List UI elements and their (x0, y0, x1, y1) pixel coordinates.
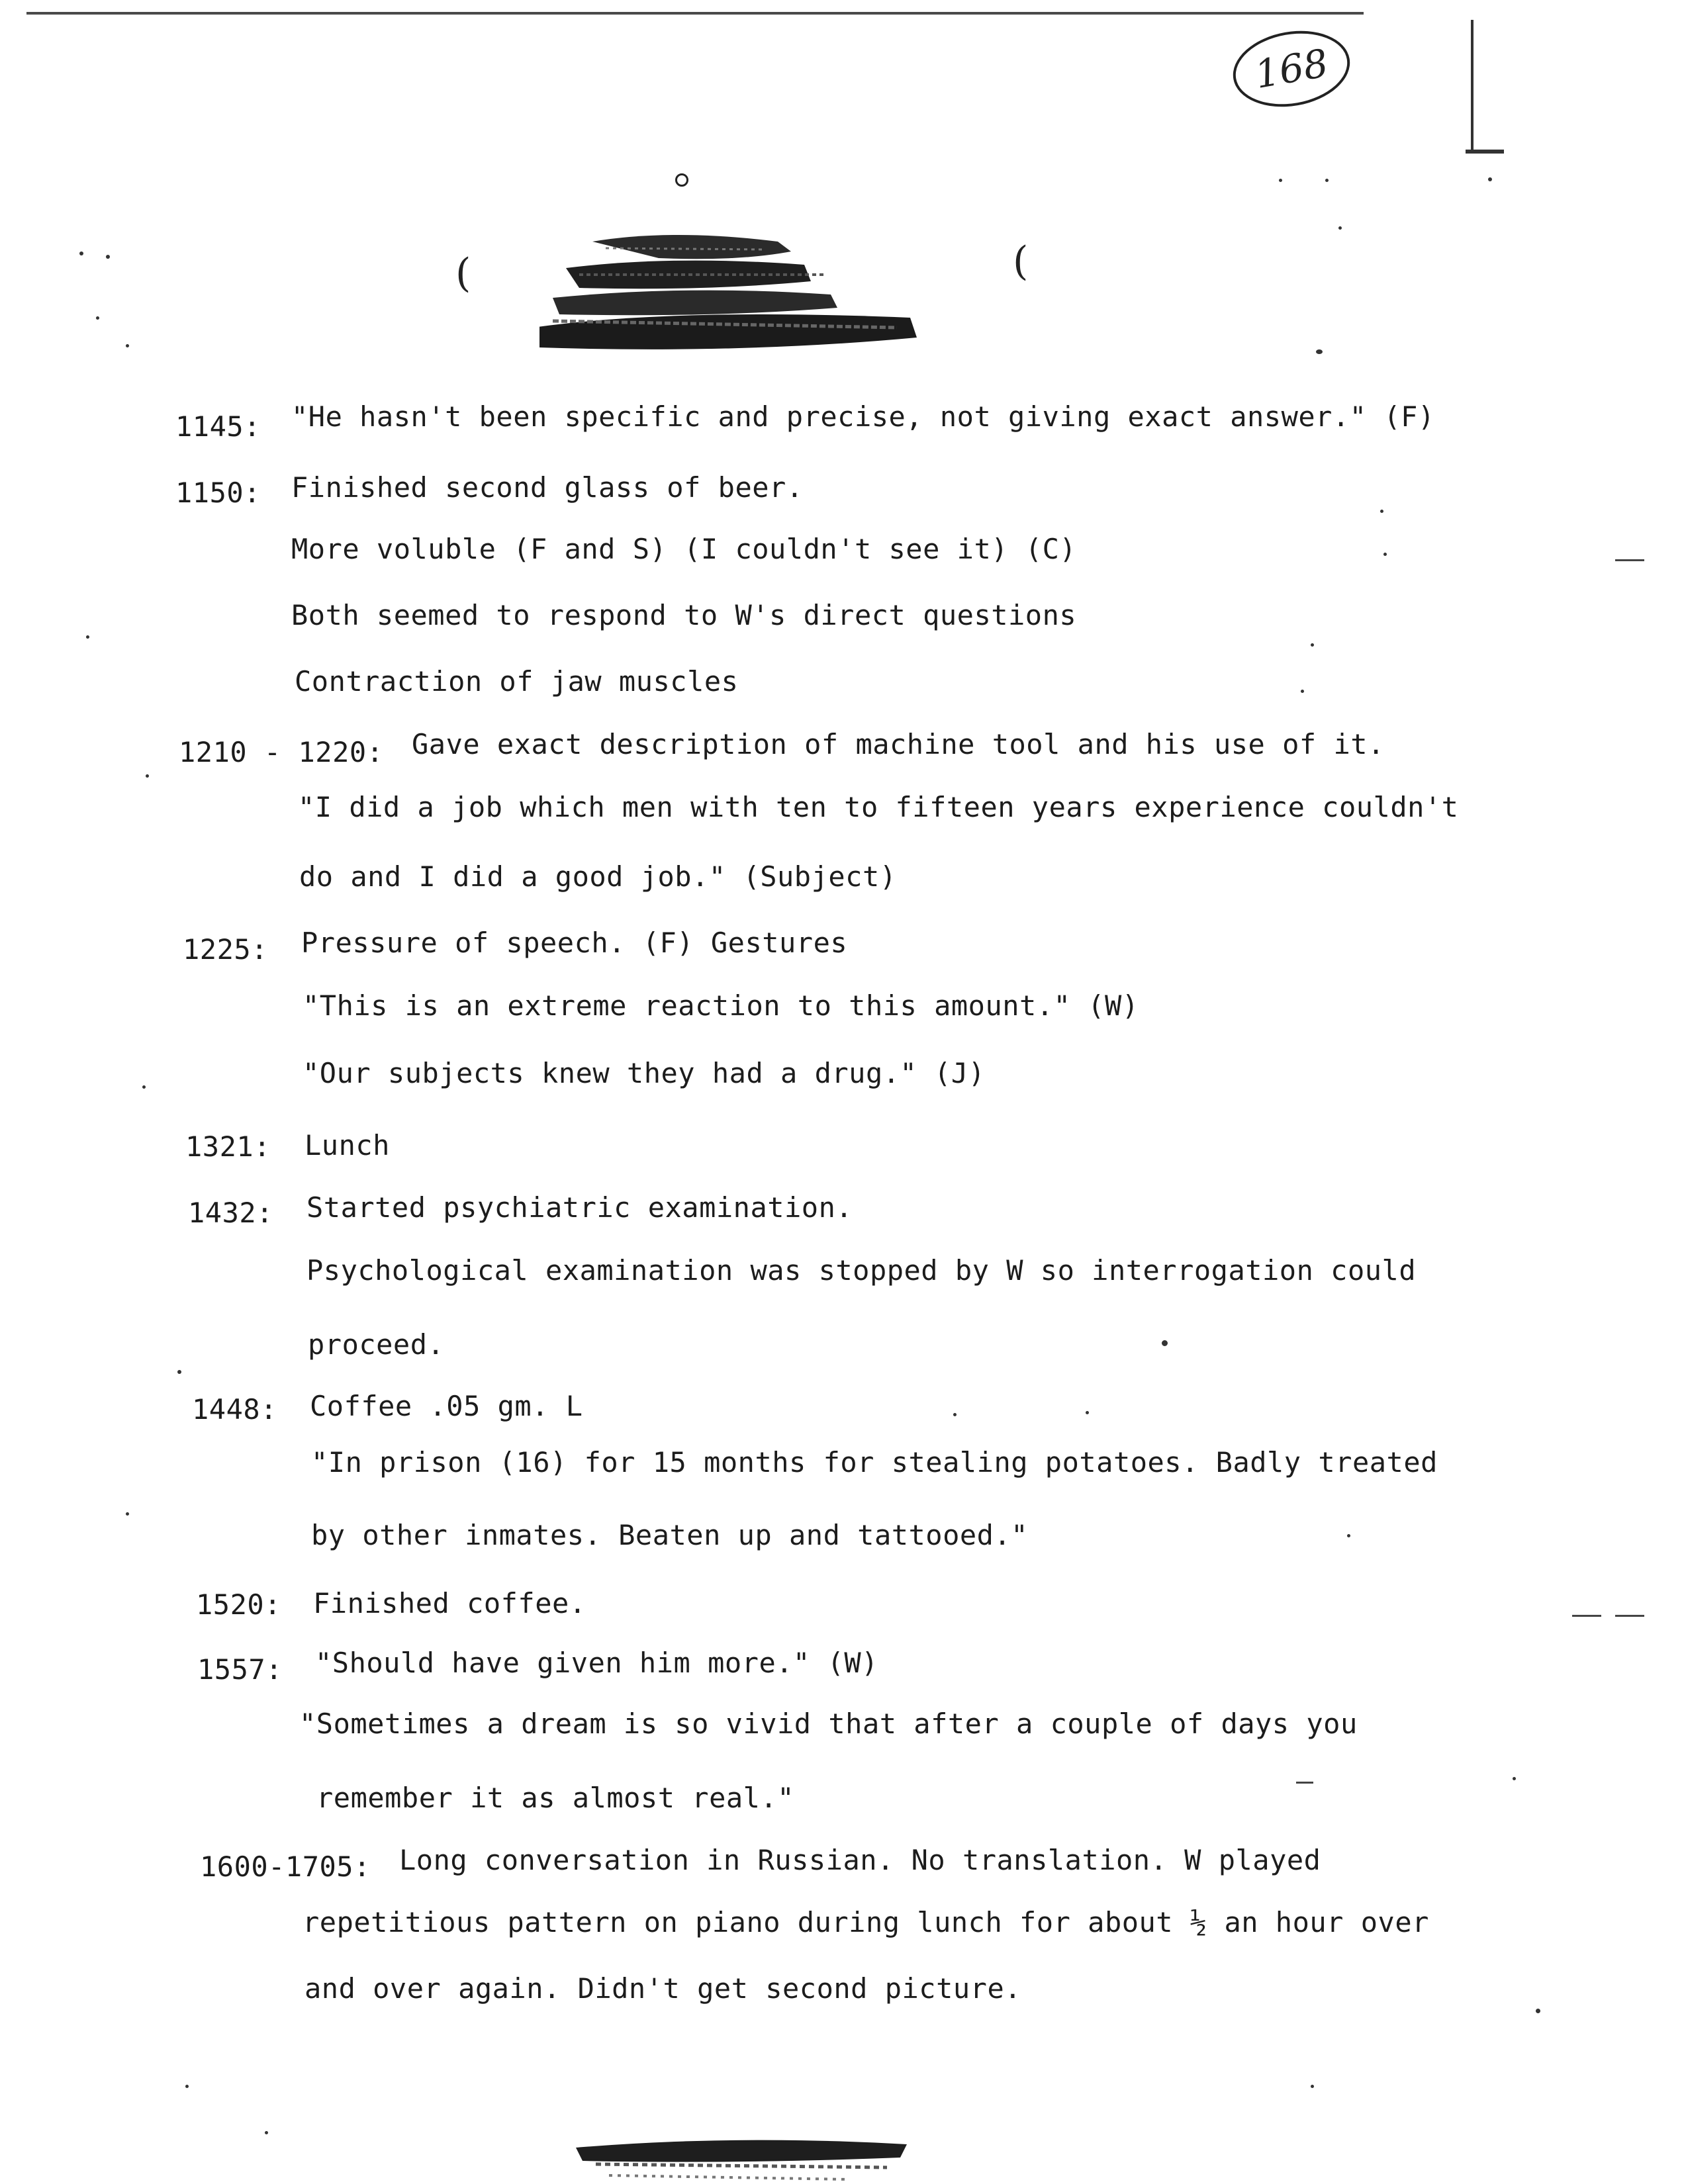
scan-speck (185, 2085, 189, 2088)
entry-line: "Our subjects knew they had a drug." (J) (303, 1057, 986, 1089)
scan-speck (126, 1512, 129, 1516)
scan-speck (146, 774, 149, 778)
scan-speck (126, 344, 129, 347)
entry-line: "Should have given him more." (W) (315, 1647, 878, 1679)
page-number-stamp (1227, 22, 1356, 115)
entry-line: remember it as almost real." (316, 1782, 795, 1814)
redaction-top (539, 228, 923, 361)
entry-line: More voluble (F and S) (I couldn't see it) (C) (291, 533, 1077, 565)
entry-time: 1150: (175, 477, 261, 509)
entry-time: 1557: (197, 1653, 283, 1686)
entry-line: Started psychiatric examination. (306, 1191, 853, 1224)
entry-line: Lunch (304, 1129, 390, 1161)
scan-speck (1301, 690, 1304, 693)
scan-speck (675, 173, 688, 187)
entry-line: do and I did a good job." (Subject) (299, 860, 897, 893)
scan-speck (1311, 643, 1314, 647)
entry-time: 1600-1705: (200, 1850, 371, 1883)
header-paren-left: ( (455, 250, 471, 296)
entry-line: Gave exact description of machine tool and his use of it. (412, 728, 1385, 760)
entry-time: 1225: (183, 933, 268, 966)
entry-line: Finished coffee. (313, 1587, 586, 1619)
entry-line: Contraction of jaw muscles (295, 665, 739, 698)
entry-line: Finished second glass of beer. (291, 471, 804, 504)
page-number: 168 (1251, 40, 1332, 98)
scan-speck (1325, 179, 1329, 182)
scan-speck (86, 635, 89, 639)
scan-speck (1086, 1411, 1089, 1414)
scan-speck (79, 251, 83, 255)
scan-speck (177, 1370, 181, 1374)
margin-mark-foot (1466, 150, 1504, 154)
scan-speck (106, 255, 110, 259)
margin-dash (1572, 1615, 1601, 1617)
margin-mark (1471, 20, 1474, 152)
scan-speck (953, 1413, 957, 1416)
scan-speck (1279, 179, 1282, 182)
entry-line: "He hasn't been specific and precise, not giving exact answer." (F) (291, 400, 1435, 433)
entry-line: "In prison (16) for 15 months for stealing potatoes. Badly treated (311, 1446, 1438, 1479)
scan-speck (1162, 1340, 1168, 1346)
entry-time: 1210 - 1220: (179, 736, 384, 768)
scan-speck (1380, 510, 1383, 513)
redaction-bottom (569, 2134, 913, 2184)
entry-line: "I did a job which men with ten to fifteen years experience couldn't (298, 791, 1459, 823)
header-paren-right: ( (1013, 238, 1029, 285)
scan-speck (1513, 1777, 1516, 1780)
entry-line: proceed. (308, 1328, 445, 1361)
entry-line: Pressure of speech. (F) Gestures (301, 927, 848, 959)
margin-dash (1615, 559, 1644, 561)
entry-time: 1145: (175, 410, 261, 443)
entry-line: Long conversation in Russian. No translation. W played (399, 1844, 1321, 1876)
entry-line: by other inmates. Beaten up and tattooed." (311, 1519, 1029, 1551)
scan-speck (142, 1085, 146, 1089)
scan-speck (1536, 2009, 1540, 2013)
entry-line: repetitious pattern on piano during lunch for about ½ an hour over (303, 1906, 1429, 1938)
entry-line: "Sometimes a dream is so vivid that after a couple of days you (299, 1707, 1358, 1740)
entry-line: Both seemed to respond to W's direct questions (291, 599, 1077, 631)
scan-speck (1488, 177, 1492, 181)
entry-line: "This is an extreme reaction to this amount." (W) (303, 989, 1139, 1022)
entry-time: 1432: (188, 1197, 273, 1229)
scan-speck (1347, 1534, 1350, 1537)
entry-time: 1321: (185, 1130, 271, 1163)
top-rule (26, 12, 1364, 15)
entry-time: 1448: (192, 1393, 277, 1426)
scan-speck (1311, 2085, 1314, 2088)
entry-line: Psychological examination was stopped by W so interrogation could (306, 1254, 1417, 1287)
entry-line: and over again. Didn't get second picture. (304, 1972, 1022, 2005)
scan-speck (1383, 553, 1387, 556)
scan-speck (1338, 226, 1342, 230)
margin-dash (1296, 1782, 1313, 1784)
scan-speck (265, 2131, 268, 2134)
margin-dash (1615, 1615, 1644, 1617)
scan-speck (96, 316, 99, 320)
scan-speck (1316, 349, 1323, 354)
entry-line: Coffee .05 gm. L (310, 1390, 583, 1422)
entry-time: 1520: (196, 1588, 281, 1621)
